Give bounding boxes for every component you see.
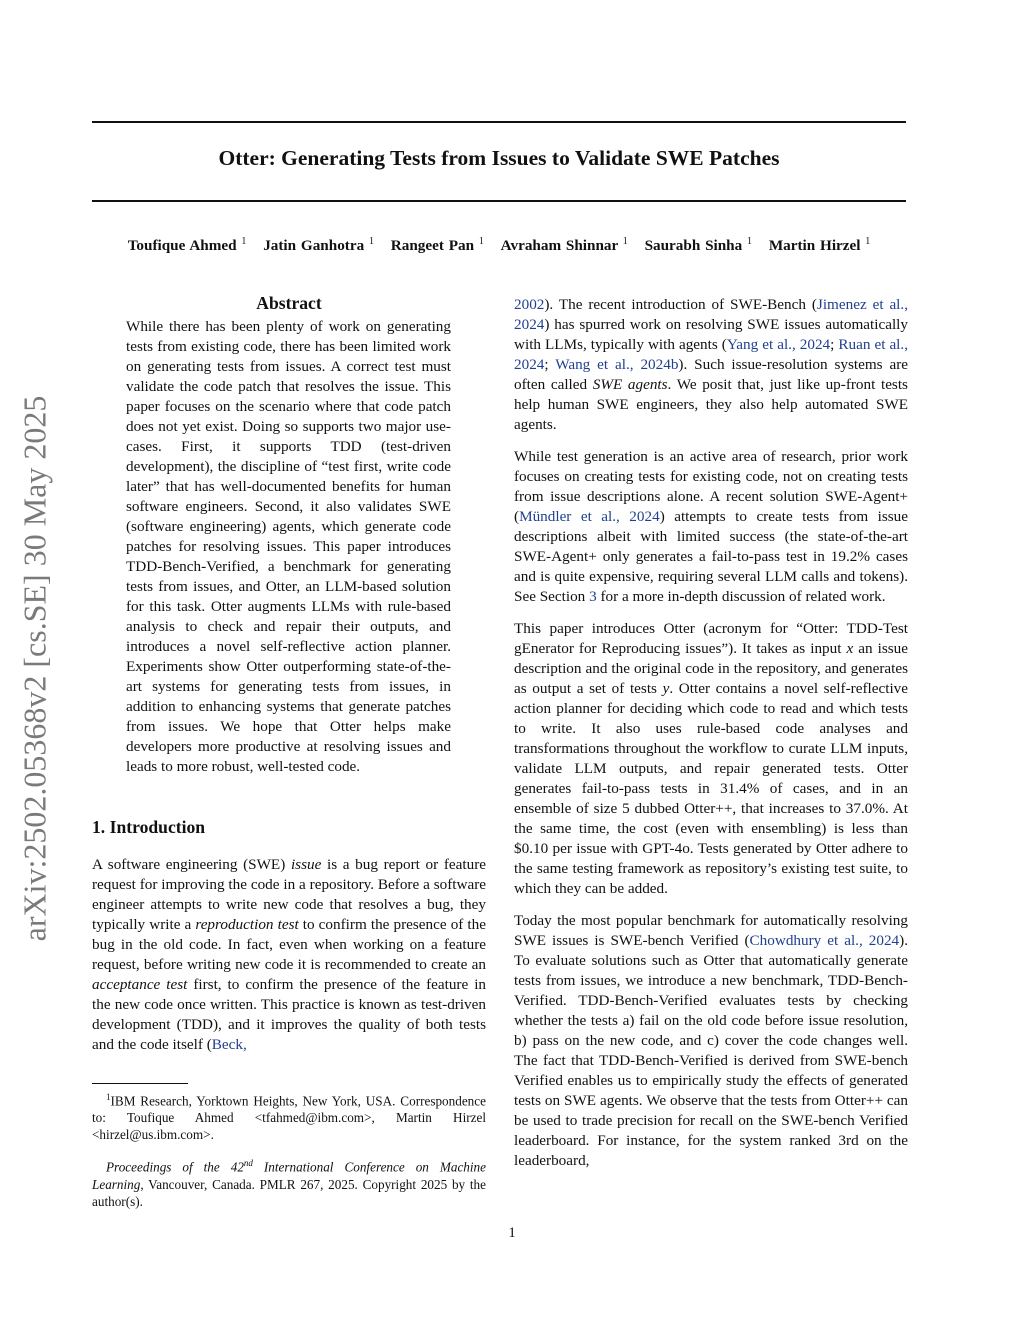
footnote-rule (92, 1083, 188, 1084)
paragraph: 2002). The recent introduction of SWE-Bench (Jimenez et al., 2024) has spurred work on resolving SWE issues automatically with LLMs, typically with agents (Yang et al., 2024; Ruan et al., 2024; Wang et al., 2024b). Such issue-resolution systems are often called SWE agents. We posit that, just like up-front tests help human SWE engineers, they also help automated SWE agents. (514, 296, 909, 433)
citation-link[interactable]: Beck, (211, 1036, 247, 1053)
author: Saurabh Sinha $^1$ (644, 236, 753, 255)
citation-link[interactable]: Mündler et al., 2024 (519, 508, 660, 525)
page-number: 1 (508, 1224, 516, 1241)
citation-link[interactable]: Ruan et al., 2024 (514, 336, 908, 373)
author-list (92, 236, 906, 255)
citation-link[interactable]: Wang et al., 2024b (555, 356, 679, 373)
author: Jatin Ganhotra $^1$ (263, 236, 374, 255)
paragraph: This paper introduces Otter (acronym for “Otter: TDD-Test gEnerator for Reproducing issues”). It takes as input x an issue description and the original code in the repository, and generates as output a set of tests y. Otter contains a novel self-reflective action planner for deciding which code to read and which tests to write. It also uses rule-based code analyses and transformations throughout the workflow to curate LLM inputs, validate LLM outputs, and repair generated tests. Otter generates fail-to-pass tests in 31.4% of cases, and in an ensemble of size 5 dubbed Otter++, that increases to 37.0%. At the same time, the cost (even with ensembling) is less than $0.10 per issue with GPT-4o. Tests generated by Otter adhere to the same testing framework as repository’s existing test suite, to which they can be added. (514, 620, 908, 897)
citation-link[interactable]: Yang et al., 2024 (726, 336, 831, 353)
arxiv-stamp: arXiv:2502.05368v2 [cs.SE] 30 May 2025 (16, 395, 53, 942)
intro-paragraph: A software engineering (SWE) issue is a bug report or feature request for improving the code in a repository. Before a software engineer attempts to write new code that resolves a bug, they typically write a reproduction test to confirm the presence of the bug in the old code. In fact, even when working on a feature request, before writing new code it is recommended to create an acceptance test first, to confirm the presence of the feature in the new code once written. This practice is known as test-driven development (TDD), and it improves the quality of both tests and the code itself (Beck, (92, 856, 487, 1053)
proceedings-note: Proceedings of the 42nd International Conference on Machine Learning, Vancouver, Canada. PMLR 267, 2025. Copyright 2025 by the author(s). (92, 1158, 486, 1209)
affiliation-footnote: $^1$IBM Research, Yorktown Heights, New York, USA. Correspondence to: Toufique Ahmed <tfahmed@ibm.com>, Martin Hirzel <hirzel@us.ibm.com>. (92, 1092, 486, 1143)
section-heading-introduction: 1. Introduction (92, 817, 206, 837)
paragraph: While test generation is an active area of research, prior work focuses on creating tests for existing code, not on creating tests from issue descriptions alone. A recent solution SWE-Agent+ (Mündler et al., 2024) attempts to create tests from issue descriptions albeit with limited success (the state-of-the-art SWE-Agent+ only generates a fail-to-pass test in 19.2% cases and is quite expensive, requiring several LLM calls and tokens). See Section 3 for a more in-depth discussion of related work. (514, 448, 908, 605)
author: Martin Hirzel $^1$ (768, 236, 871, 255)
citation-link[interactable]: Chowdhury et al., 2024 (749, 932, 900, 949)
paper-title: Otter: Generating Tests from Issues to Validate SWE Patches (218, 146, 780, 170)
section-reference-link[interactable]: 3 (589, 588, 597, 605)
author: Rangeet Pan $^1$ (390, 236, 484, 255)
citation-link[interactable]: 2002 (514, 296, 545, 313)
title-bottom-rule (92, 200, 906, 202)
abstract-heading: Abstract (256, 293, 322, 313)
author: Toufique Ahmed $^1$ (127, 236, 247, 255)
citation-link[interactable]: Jimenez et al., 2024 (514, 296, 908, 333)
footnote (92, 1083, 486, 1210)
right-column (514, 295, 908, 1183)
left-column (92, 293, 486, 1067)
top-rule (92, 121, 906, 123)
abstract-text: While there has been plenty of work on generating tests from existing code, there has been limited work on generating tests from issues. A correct test must validate the code patch that resolves the issue. This paper focuses on the scenario where that code patch does not yet exist. Doing so supports two major use-cases. First, it supports TDD (test-driven development), the discipline of “test first, write code later” that has well-documented benefits for human software engineers. Second, it also validates SWE (software engineering) agents, which generate code patches for resolving issues. This paper introduces TDD-Bench-Verified, a benchmark for generating tests from issues, and Otter, an LLM-based solution for this task. Otter augments LLMs with rule-based analysis to check and repair their outputs, and introduces a novel self-reflective action planner. Experiments show Otter outperforming state-of-the-art systems for generating tests from issues, in addition to enhancing systems that generate patches from issues. We hope that Otter helps make developers more productive at resolving issues and leads to more robust, well-tested code. (126, 318, 451, 775)
paragraph: Today the most popular benchmark for automatically resolving SWE issues is SWE-bench Verified (Chowdhury et al., 2024). To evaluate solutions such as Otter that automatically generate tests from issues, we introduce a new benchmark, TDD-Bench-Verified. TDD-Bench-Verified evaluates tests by checking whether the tests a) fail on the old code before issue resolution, b) pass on the new code, and c) cover the code changes well. The fact that TDD-Bench-Verified is derived from SWE-bench Verified enables us to empirically study the effects of generated tests on SWE agents. We observe that the tests from Otter++ can be used to trade precision for recall on the SWE-bench Verified leaderboard. For instance, for the system ranked 3rd on the leaderboard, (514, 912, 908, 1169)
author: Avraham Shinnar $^1$ (500, 236, 628, 255)
